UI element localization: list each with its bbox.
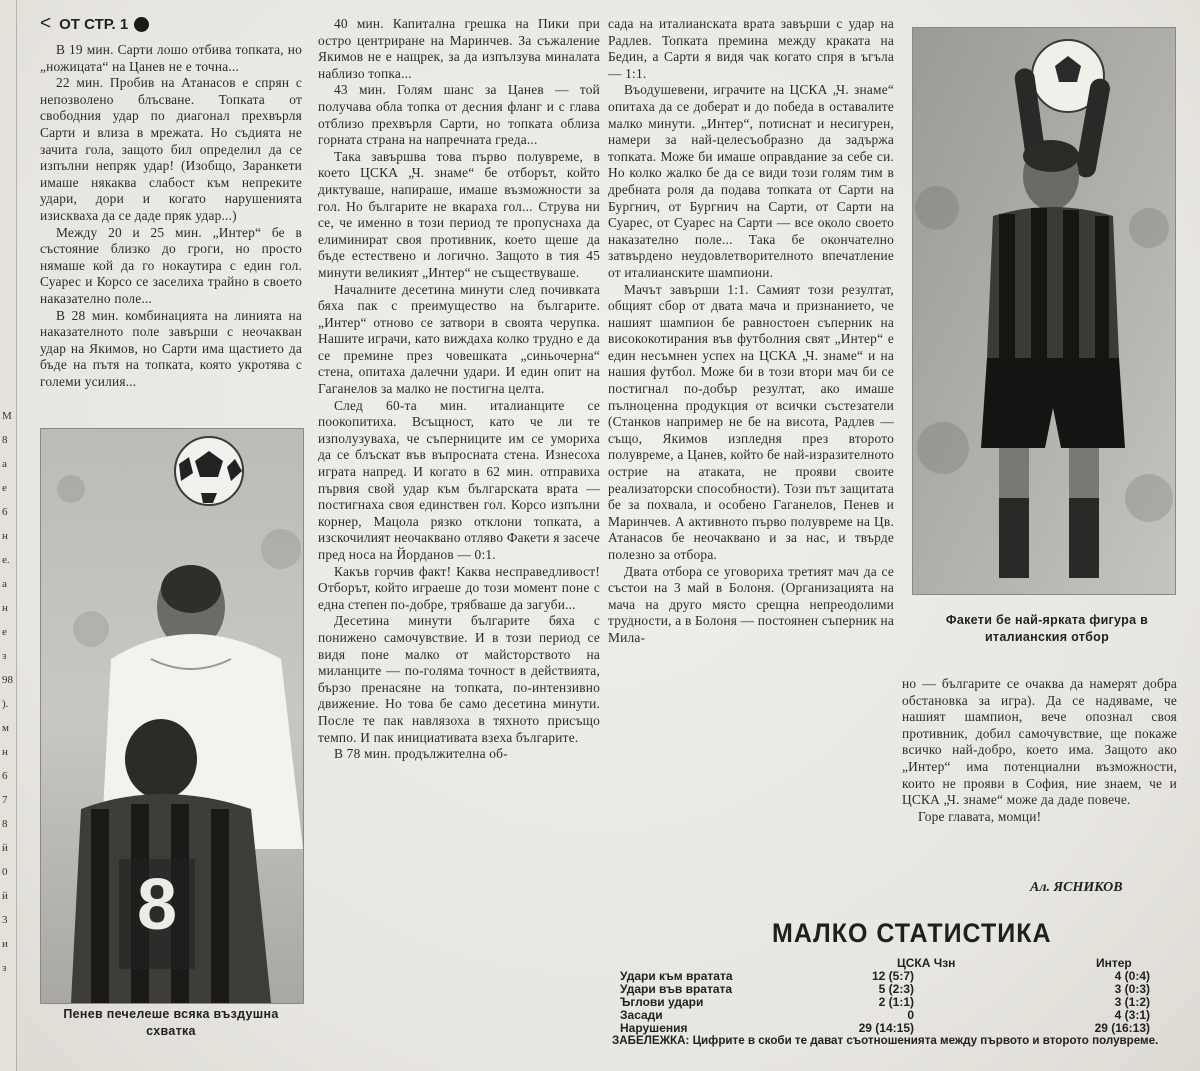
photo-goalkeeper [912, 27, 1176, 595]
col2-paragraph: Така завършва това първо полувреме, в което ЦСКА „Ч. знаме“ бе отборът, който диктуваше, напираше, имаше възможности за гол. Но българите не вкараха гол... Струва ни се, че именно в този период те пропуснаха да елиминират своя противник, което щеше да бъде естествено и логично. Защото в тия 45 минути великият „Интер“ не съществуваше. [318, 148, 600, 280]
strip-char: н [2, 530, 8, 542]
bullet-icon [134, 17, 149, 32]
stats-row-team1: 0 [907, 1008, 914, 1022]
stats-row-team2: 4 (0:4) [1114, 969, 1150, 983]
col2-paragraph: В 78 мин. продължителна об- [334, 746, 508, 762]
stats-row-label: Ъглови удари [620, 995, 704, 1009]
photo-header-duel [40, 428, 304, 1004]
strip-char: з [2, 650, 7, 662]
strip-char: 8 [2, 434, 8, 446]
strip-char: е [2, 482, 7, 494]
adjacent-page-strip [0, 0, 17, 1071]
col4-paragraph: Горе главата, момци! [918, 808, 1042, 824]
col2-paragraph: Десетина минути българите бяха с понижено самочувствие. И в този период се видя поне малко от майсторството на миланците — по-голяма точност в действията, бързо пренасяне на топката, по-интензивно движение. Но това бе само десетина минути. После те пак навлязоха в тяхното присъщо темпо. И пак инициативата взеха българите. [318, 613, 600, 745]
stats-row-team2: 29 (16:13) [1094, 1021, 1150, 1035]
stats-row-team1: 5 (2:3) [878, 982, 914, 996]
stats-row-team2: 4 (3:1) [1114, 1008, 1150, 1022]
stats-row-team1: 2 (1:1) [878, 995, 914, 1009]
stats-row-label: Удари към вратата [620, 969, 733, 983]
strip-char: а [2, 458, 7, 470]
strip-char: ). [2, 698, 9, 710]
strip-char: 7 [2, 794, 8, 806]
strip-char: и [2, 938, 8, 950]
col2-paragraph: Началните десетина минути след почивката бяха пак с преимущество на българите. „Интер“ отново се затвори в своята черупка. Нашите играчи, като виждаха колко трудно е да се премине през човешката „синьочерна“ стена, опитаха далечни удари. И един опит на Гаганелов за малко не постигна целта. [318, 281, 600, 397]
strip-char: М [2, 410, 12, 422]
strip-char: 8 [2, 818, 8, 830]
strip-char: 98 [2, 674, 13, 686]
strip-char: й [2, 890, 8, 902]
col1-paragraph: 22 мин. Пробив на Атанасов е спрян с непозволено блъсване. Топката от свободния удар по диагонал прехвърля Сарти и влиза в мрежата. Но съдията не зачита гола, защото бил определил да се изпълни непряк удар! (Изобщо, Заранкети имаше някаква слабост към непреките удари, дори и когато нарушенията изискваха да се даде пряк удар...) [40, 75, 302, 223]
continuation-arrow: < [40, 13, 52, 34]
strip-char: н [2, 746, 8, 758]
stats-row-team2: 3 (1:2) [1114, 995, 1150, 1009]
stats-row-team1: 12 (5:7) [871, 969, 914, 983]
stats-row-team1: 29 (14:15) [858, 1021, 914, 1035]
strip-char: м [2, 722, 9, 734]
col2-paragraph: 40 мин. Капитална грешка на Пики при остро центриране на Маринчев. За съжаление Якимов не е нащрек, за да изпълзува миналата наблизо топка... [318, 16, 600, 81]
stats-row-label: Нарушения [620, 1021, 688, 1035]
stats-row-label: Засади [620, 1008, 663, 1022]
strip-char: н [2, 602, 8, 614]
col2-paragraph: 43 мин. Голям шанс за Цанев — той получава обла топка от десния фланг и с глава отблизо прехвърля Сарти, но топката облиза горната страна на напречната греда... [318, 82, 600, 148]
stats-table [612, 956, 1172, 1034]
stats-title: МАЛКО СТАТИСТИКА [772, 918, 1052, 949]
col4-paragraph: но — българите се очаква да намерят добра обстановка за игра). Да се надяваме, че нашият шампион, вече опознал своя противник, добил самочувствие, ще покаже всичко най-добро, което има. Защото ако „Интер“ има потенциални възможности, които не прояви в София, ние знаем, че и ЦСКА „Ч. знаме“ може да даде повече. [902, 676, 1177, 808]
strip-char: з [2, 962, 7, 974]
col3-paragraph: Въодушевени, играчите на ЦСКА „Ч. знаме“ опитаха да се доберат и до победа в оставалите малко минути. „Интер“, потиснат и несигурен, намери за най-целесъобразно да задържа топката. Може би имаше оправдание за себе си. Но колко жалко бе да се види този голям тим в дребната роля да подава топката от Сарти на Бургнич, от Бургнич на Сарти, от Сарти на Суарес, от Суарес на Сарти — все около своето наказателно поле... Така бе окончателно затвърдено неудовлетворителното впечатление от италианските шампиони. [608, 82, 894, 280]
svg-text:8: 8 [136, 865, 178, 945]
article-column-2 [318, 16, 600, 1062]
stats-team1-header: ЦСКА Чзн [897, 956, 956, 970]
col2-paragraph: Какъв горчив факт! Каква несправедливост! Отборът, който играеше до този момент поне с една степен по-добре, трябваше да загуби... [318, 563, 600, 612]
continuation-header [40, 14, 149, 34]
strip-char: е. [2, 554, 10, 566]
stats-team2-header: Интер [1096, 956, 1132, 970]
col2-paragraph: След 60-та мин. италианците се поокопитиха. Всъщност, като че ли те изполузуваха, че съперниците им се умориха да се блъскат във въпросната стена. Изнесоха играта напред. И когато в 62 мин. отправиха първия свой удар към българската врата — постигнаха своя единствен гол. Корсо изпълни корнер, Мацола рязко отклони топката, а изскочилият неочаквано отляво Факети я засече пред носа на Йорданов — 0:1. [318, 397, 600, 562]
col1-paragraph: В 19 мин. Сарти лошо отбива топката, но „ножицата“ на Цанев не е точна... [40, 42, 302, 74]
photo-illustration [41, 429, 303, 1003]
strip-char: 3 [2, 914, 8, 926]
caption-left-photo: Пенев печелеше всяка въздушна схватка [63, 1007, 279, 1038]
strip-char: 6 [2, 506, 8, 518]
strip-char: й [2, 842, 8, 854]
col1-paragraph: В 28 мин. комбинацията на линията на наказателното поле завърши с неочакван удар на Якимов, но Сарти има щастието да бъде на пътя на топката, която укротява с големи усилия... [40, 307, 302, 389]
stats-row-label: Удари във вратата [620, 982, 733, 996]
stats-row [612, 996, 1172, 1009]
caption-right-photo: Факети бе най-ярката фигура в италианския отбор [945, 613, 1149, 644]
col3-paragraph: Двата отбора се уговориха третият мач да се състои на 3 май в Болоня. (Организацията на мача на друго място срещна непреодолими трудности, а в Болоня — постоянен съперник на Мила- [608, 563, 895, 645]
article-column-4 [902, 676, 1177, 876]
stats-row-team2: 3 (0:3) [1114, 982, 1150, 996]
col3-paragraph: сада на италианската врата завърши с удар на Радлев. Топката премина между краката на Бедин, а Сарти я видя чак когато спря в ъгъла — 1:1. [608, 16, 894, 81]
article-column-1 [40, 42, 302, 417]
continuation-label: ОТ СТР. 1 [59, 15, 129, 33]
col3-paragraph: Мачът завърши 1:1. Самият този резултат, общият сбор от двата мача и признанието, че нашият шампион бе равностоен съперник на висококотирания във футболния свят „Интер“ е един несъмнен успех на ЦСКА „Ч. знаме“ и на нашия футбол. Може би в този втори мач би се постигнал по-добър резултат, ако имаше пълноценна продукция от всички състезатели (Станков например не бе на висота, Радлев — също, Якимов изпледня през второто полувреме, а Цанев, който бе най-изразителното острие на атаката, не прояви своите реализаторски способности). Този път защитата бе за похвала, и особено Гаганелов, Пенев и Маринчев. А активното първо полувреме на Цв. Атанасов бе неочаквано и за нас, и твърде полезно за отбора. [608, 281, 894, 562]
strip-char: е [2, 626, 7, 638]
stats-note: ЗАБЕЛЕЖКА: Цифрите в скоби те дават съотношенията между първото и второто полувреме. [612, 1034, 1159, 1047]
col1-paragraph: Между 20 и 25 мин. „Интер“ бе в състояние близко до гроги, но просто нямаше кой да го нокаутира с един гол. Суарес и Корсо се заселиха трайно в своето наказателно поле... [40, 224, 302, 306]
strip-char: 6 [2, 770, 8, 782]
strip-char: 0 [2, 866, 8, 878]
photo-illustration [913, 28, 1175, 594]
strip-char: а [2, 578, 7, 590]
author-signature: Ал. ЯСНИКОВ [1030, 880, 1123, 895]
article-column-3 [608, 16, 894, 904]
